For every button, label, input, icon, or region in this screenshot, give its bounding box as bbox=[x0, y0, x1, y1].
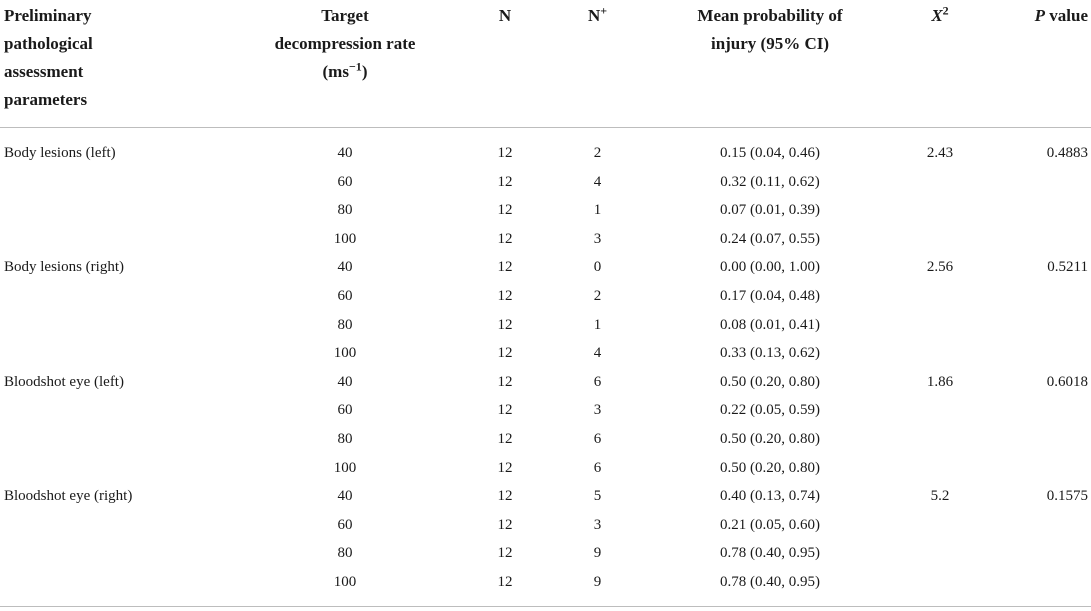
row-n-plus: 6 bbox=[593, 374, 602, 390]
row-n: 12 bbox=[497, 402, 513, 418]
row-n-plus: 2 bbox=[593, 288, 602, 304]
row-n: 12 bbox=[497, 259, 513, 275]
row-n: 12 bbox=[497, 460, 513, 476]
row-n: 12 bbox=[497, 488, 513, 504]
row-n: 12 bbox=[497, 145, 513, 161]
row-n: 12 bbox=[497, 431, 513, 447]
row-mean-probability: 0.24 (0.07, 0.55) bbox=[720, 231, 820, 247]
row-n: 12 bbox=[497, 231, 513, 247]
row-mean-probability: 0.50 (0.20, 0.80) bbox=[720, 431, 820, 447]
row-mean-probability: 0.17 (0.04, 0.48) bbox=[720, 288, 820, 304]
row-parameter-name: Body lesions (left) bbox=[4, 145, 116, 161]
header-p bbox=[1000, 2, 1088, 30]
header-parameters-line: parameters bbox=[4, 90, 88, 109]
row-mean-probability: 0.33 (0.13, 0.62) bbox=[720, 345, 820, 361]
header-rule bbox=[0, 127, 1091, 128]
row-n: 12 bbox=[497, 317, 513, 333]
row-n: 12 bbox=[497, 202, 513, 218]
row-n-plus: 3 bbox=[593, 517, 602, 533]
row-mean-probability: 0.32 (0.11, 0.62) bbox=[720, 174, 820, 190]
header-chi-base: X bbox=[931, 6, 943, 25]
row-chi-square: 2.43 bbox=[926, 145, 954, 161]
header-chi bbox=[910, 2, 970, 30]
bottom-rule bbox=[0, 606, 1091, 607]
header-parameters bbox=[4, 2, 144, 114]
row-n: 12 bbox=[497, 545, 513, 561]
row-target-rate: 80 bbox=[337, 202, 353, 218]
row-p-value: 0.1575 bbox=[1046, 488, 1088, 504]
row-target-rate: 80 bbox=[337, 317, 353, 333]
header-parameters-line: pathological bbox=[4, 34, 93, 53]
header-rate-line: Target bbox=[321, 6, 369, 25]
row-n: 12 bbox=[497, 574, 513, 590]
row-mean-probability: 0.00 (0.00, 1.00) bbox=[720, 259, 820, 275]
header-mean bbox=[670, 2, 870, 58]
table-header bbox=[0, 0, 1091, 127]
row-target-rate: 80 bbox=[337, 431, 353, 447]
row-target-rate: 40 bbox=[337, 145, 353, 161]
row-n: 12 bbox=[497, 345, 513, 361]
row-mean-probability: 0.15 (0.04, 0.46) bbox=[720, 145, 820, 161]
row-target-rate: 100 bbox=[333, 345, 357, 361]
row-n: 12 bbox=[497, 374, 513, 390]
row-parameter-name: Body lesions (right) bbox=[4, 259, 124, 275]
row-n-plus: 0 bbox=[593, 259, 602, 275]
row-chi-square: 5.2 bbox=[930, 488, 950, 504]
header-chi-sup: 2 bbox=[942, 3, 949, 18]
header-p-rest: value bbox=[1045, 6, 1088, 25]
row-target-rate: 40 bbox=[337, 259, 353, 275]
header-rate-unit-sup: −1 bbox=[348, 59, 362, 74]
header-p-italic: P bbox=[1034, 6, 1046, 25]
row-mean-probability: 0.50 (0.20, 0.80) bbox=[720, 460, 820, 476]
row-n-plus: 9 bbox=[593, 545, 602, 561]
row-n-plus: 2 bbox=[593, 145, 602, 161]
header-n-label: N bbox=[498, 6, 512, 25]
row-n-plus: 6 bbox=[593, 460, 602, 476]
row-n: 12 bbox=[497, 174, 513, 190]
row-p-value: 0.6018 bbox=[1046, 374, 1088, 390]
header-n bbox=[480, 2, 530, 30]
row-chi-square: 1.86 bbox=[926, 374, 954, 390]
row-target-rate: 60 bbox=[337, 402, 353, 418]
row-n-plus: 4 bbox=[593, 174, 602, 190]
row-target-rate: 60 bbox=[337, 288, 353, 304]
row-mean-probability: 0.22 (0.05, 0.59) bbox=[720, 402, 820, 418]
row-n-plus: 4 bbox=[593, 345, 602, 361]
row-target-rate: 60 bbox=[337, 517, 353, 533]
row-parameter-name: Bloodshot eye (left) bbox=[4, 374, 124, 390]
row-mean-probability: 0.78 (0.40, 0.95) bbox=[720, 574, 820, 590]
header-rate-unit-end: ) bbox=[361, 62, 368, 81]
row-n-plus: 5 bbox=[593, 488, 602, 504]
row-target-rate: 40 bbox=[337, 374, 353, 390]
row-n-plus: 1 bbox=[593, 202, 602, 218]
row-mean-probability: 0.08 (0.01, 0.41) bbox=[720, 317, 820, 333]
row-mean-probability: 0.40 (0.13, 0.74) bbox=[720, 488, 820, 504]
header-rate-unit-base: (ms bbox=[322, 62, 349, 81]
header-nplus bbox=[570, 2, 625, 30]
row-target-rate: 100 bbox=[333, 574, 357, 590]
header-mean-line: Mean probability of bbox=[697, 6, 843, 25]
row-n-plus: 9 bbox=[593, 574, 602, 590]
row-target-rate: 100 bbox=[333, 460, 357, 476]
row-n-plus: 6 bbox=[593, 431, 602, 447]
header-nplus-sup: + bbox=[600, 3, 608, 18]
row-target-rate: 100 bbox=[333, 231, 357, 247]
header-nplus-base: N bbox=[587, 6, 601, 25]
header-mean-line: injury (95% CI) bbox=[710, 34, 830, 53]
row-n-plus: 1 bbox=[593, 317, 602, 333]
row-chi-square: 2.56 bbox=[926, 259, 954, 275]
row-n: 12 bbox=[497, 517, 513, 533]
header-rate bbox=[250, 2, 440, 86]
row-n-plus: 3 bbox=[593, 402, 602, 418]
header-parameters-line: Preliminary bbox=[4, 6, 92, 25]
row-target-rate: 80 bbox=[337, 545, 353, 561]
row-mean-probability: 0.50 (0.20, 0.80) bbox=[720, 374, 820, 390]
row-mean-probability: 0.78 (0.40, 0.95) bbox=[720, 545, 820, 561]
header-rate-line: decompression rate bbox=[274, 34, 416, 53]
row-parameter-name: Bloodshot eye (right) bbox=[4, 488, 133, 504]
row-n-plus: 3 bbox=[593, 231, 602, 247]
row-mean-probability: 0.07 (0.01, 0.39) bbox=[720, 202, 820, 218]
row-target-rate: 60 bbox=[337, 174, 353, 190]
row-p-value: 0.5211 bbox=[1047, 259, 1088, 275]
row-target-rate: 40 bbox=[337, 488, 353, 504]
row-n: 12 bbox=[497, 288, 513, 304]
header-rate-unit bbox=[250, 58, 440, 86]
row-p-value: 0.4883 bbox=[1046, 145, 1088, 161]
row-mean-probability: 0.21 (0.05, 0.60) bbox=[720, 517, 820, 533]
header-parameters-line: assessment bbox=[4, 62, 84, 81]
